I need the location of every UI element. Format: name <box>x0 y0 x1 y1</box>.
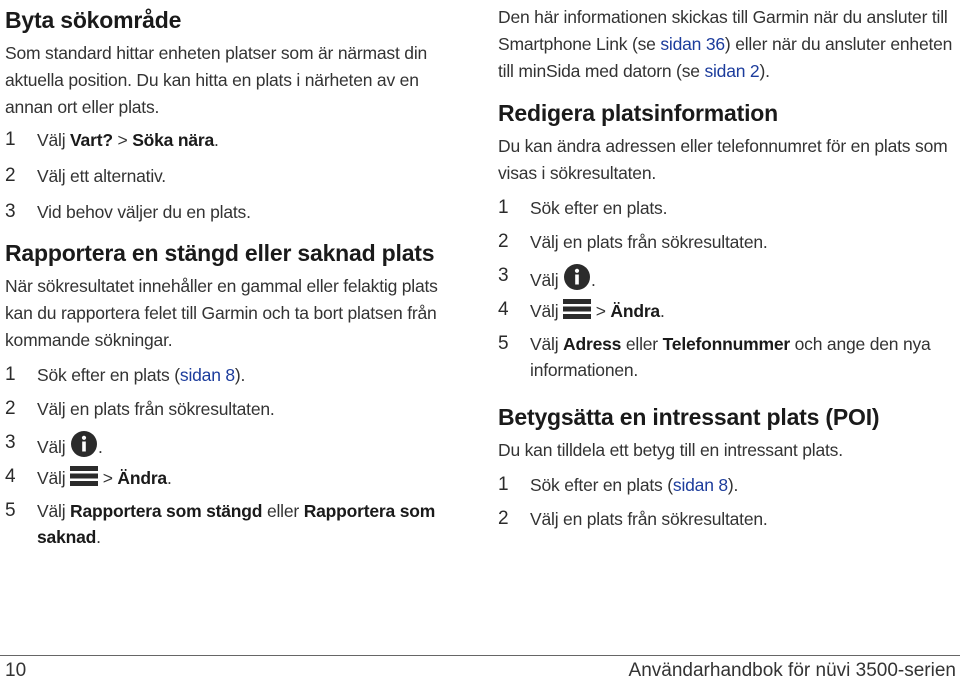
section-intro: Du kan ändra adressen eller telefonnumret för en plats som visas i sökresultaten. <box>498 136 948 183</box>
step-item: 1 Sök efter en plats (sidan 8). <box>5 362 475 396</box>
right-intro: Den här informationen skickas till Garmin när du ansluter till Smartphone Link (se sidan 36) eller när du ansluter enheten till minSida med datorn (se sidan 2). <box>498 7 953 81</box>
step-number: 1 <box>5 129 16 150</box>
menu-icon <box>70 464 98 488</box>
step-item: 2 Välj en plats från sökresultaten. <box>498 229 958 263</box>
step-item: 2 Välj en plats från sökresultaten. <box>5 396 475 430</box>
step-number: 2 <box>498 508 509 529</box>
step-number: 1 <box>498 197 509 218</box>
step-list <box>5 362 475 550</box>
step-item: 5 Välj Adress eller Telefonnummer och ange den nya informationen. <box>498 333 931 380</box>
step-item: 3 Välj . <box>5 432 103 457</box>
section-title-edit-place-info: Redigera platsinformation <box>498 100 778 126</box>
step-item: 4 Välj > Ändra. <box>498 299 665 321</box>
left-column <box>5 0 475 550</box>
step-number: 3 <box>5 201 16 222</box>
step-list <box>498 472 958 540</box>
step-number: 5 <box>5 500 16 521</box>
info-icon <box>563 263 591 291</box>
menu-path-edit: Ändra <box>610 301 660 321</box>
step-number: 4 <box>5 466 16 487</box>
manual-title: Användarhandbok för nüvi 3500-serien <box>628 660 956 681</box>
step-item: 5 Välj Rapportera som stängd eller Rapportera som saknad. <box>5 500 436 547</box>
step-number: 4 <box>498 299 509 320</box>
step-item: 1 Sök efter en plats (sidan 8). <box>498 472 958 506</box>
step-number: 2 <box>5 398 16 419</box>
step-number: 1 <box>498 474 509 495</box>
step-list <box>5 127 475 235</box>
menu-path-where: Vart? <box>70 130 113 150</box>
right-column <box>498 0 958 540</box>
footer-divider <box>0 655 960 656</box>
info-icon <box>70 430 98 458</box>
menu-path-search-near: Söka nära <box>132 130 215 150</box>
step-item: 1 Sök efter en plats. <box>498 195 958 229</box>
option-report-missing: Rapportera som saknad <box>37 501 436 547</box>
section-intro: Du kan tilldela ett betyg till en intressant plats. <box>498 440 843 460</box>
page-link[interactable]: sidan 8 <box>179 365 235 385</box>
step-number: 2 <box>498 231 509 252</box>
step-item: 2 Välj ett alternativ. <box>5 163 475 199</box>
menu-icon <box>563 297 591 321</box>
option-phone-number: Telefonnummer <box>662 334 790 354</box>
page-link[interactable]: sidan 2 <box>704 61 760 81</box>
page-number: 10 <box>5 660 27 681</box>
step-number: 3 <box>5 432 16 453</box>
step-number: 3 <box>498 265 509 286</box>
step-item: 3 Vid behov väljer du en plats. <box>5 199 475 235</box>
section-title-report-place: Rapportera en stängd eller saknad plats <box>5 240 435 266</box>
option-report-closed: Rapportera som stängd <box>70 501 263 521</box>
step-item: 4 Välj > Ändra. <box>5 466 172 488</box>
section-intro: När sökresultatet innehåller en gammal eller felaktig plats kan du rapportera felet till Garmin och ta bort platsen från kommande sökningar. <box>5 276 438 350</box>
step-item: 1 Välj Vart? > Söka nära. <box>5 127 475 163</box>
step-item: 2 Välj en plats från sökresultaten. <box>498 506 958 540</box>
step-item: 3 Välj . <box>498 265 596 290</box>
step-number: 2 <box>5 165 16 186</box>
section-title-rate-poi: Betygsätta en intressant plats (POI) <box>498 404 880 430</box>
step-number: 1 <box>5 364 16 385</box>
section-intro: Som standard hittar enheten platser som är närmast din aktuella position. Du kan hitta en plats i närheten av en annan ort eller plats. <box>5 43 428 117</box>
menu-path-edit: Ändra <box>117 468 167 488</box>
section-title-change-search-area: Byta sökområde <box>5 7 182 33</box>
step-number: 5 <box>498 333 509 354</box>
page-link[interactable]: sidan 8 <box>672 475 728 495</box>
page-link[interactable]: sidan 36 <box>660 34 725 54</box>
option-address: Adress <box>563 334 622 354</box>
step-list <box>498 195 958 383</box>
